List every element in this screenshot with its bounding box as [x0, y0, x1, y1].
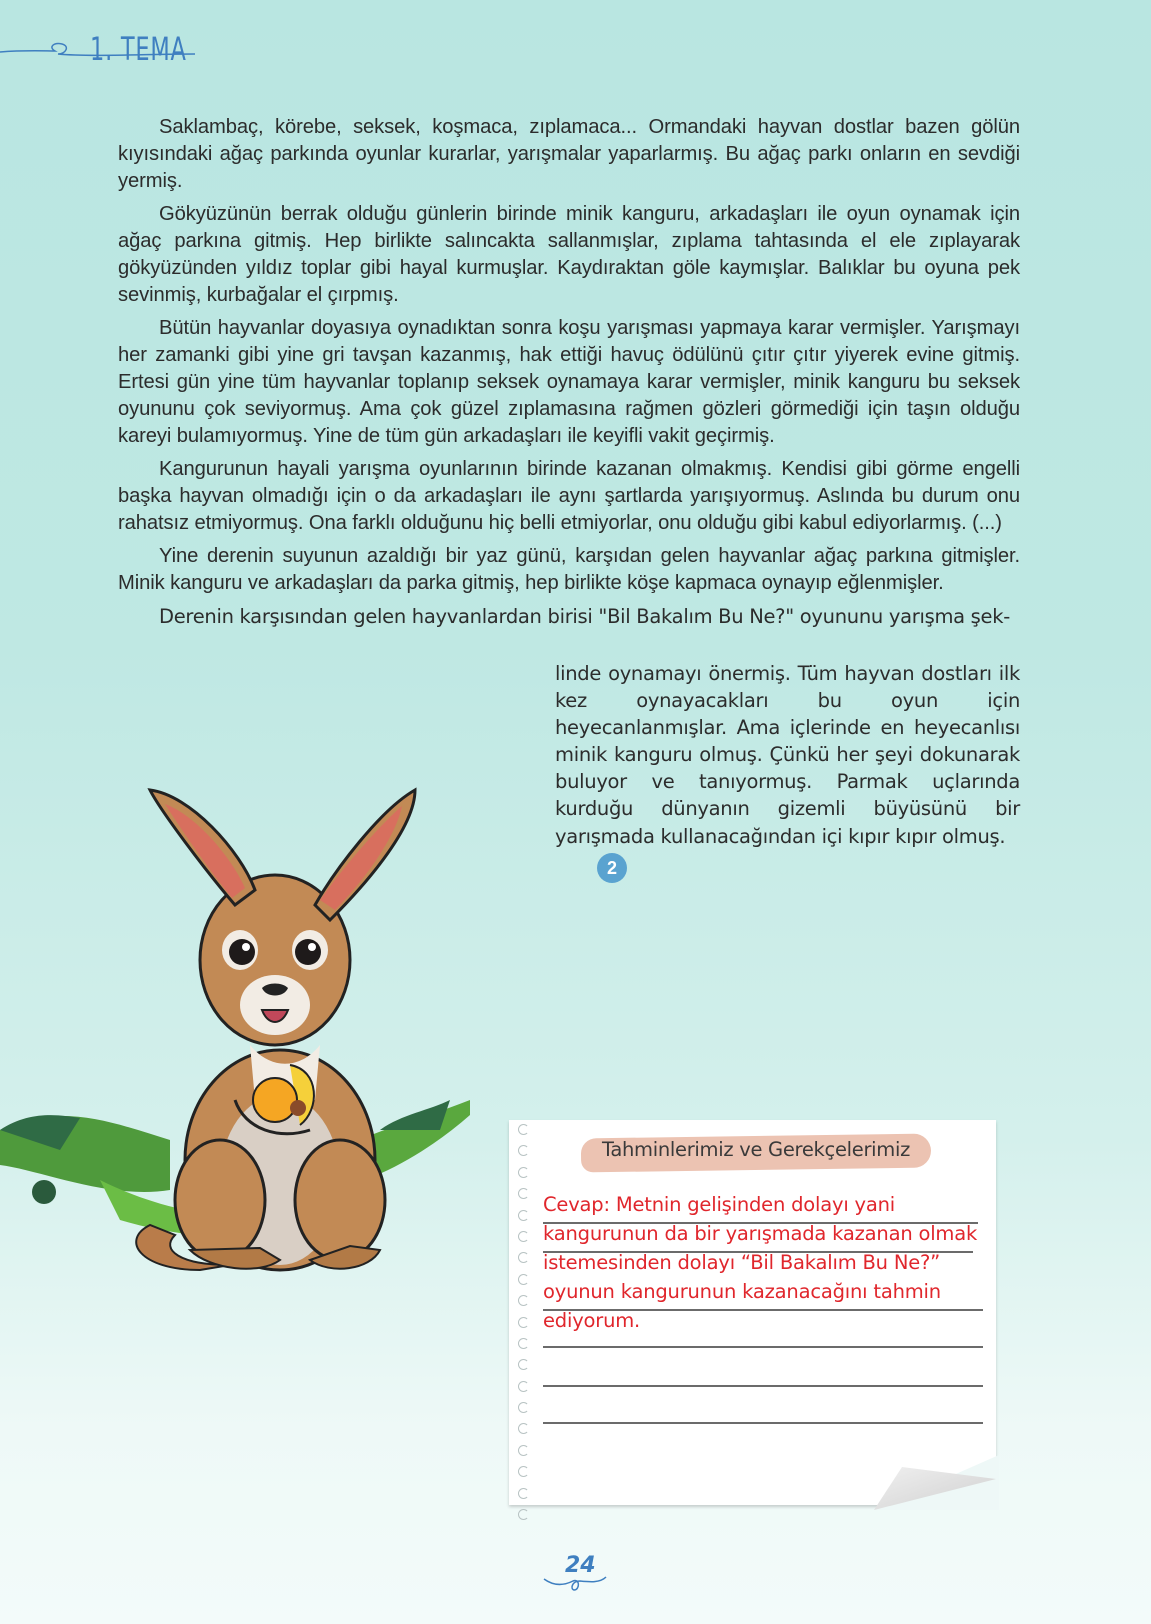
theme-title: 1. TEMA [90, 30, 187, 68]
kangaroo-illustration [0, 770, 480, 1280]
story-paragraph: Derenin karşısından gelen hayvanlardan birisi "Bil Bakalım Bu Ne?" oyununu yarışma şek- [159, 605, 1010, 628]
story-wrapped-text: linde oynamayı önermiş. Tüm hayvan dostları ilk kez oynayacakları bu oyun için heyecanlanmışlar. Ama içlerinde en heyecanlısı minik kanguru olmuş. Çünkü her şeyi dokunarak buluyor ve tanıyormuş. Parmak uçlarında kurduğu dünyanın gizemli büyüsünü bir yarışmada kullanacağından içi kıpır kıpır olmuş. [555, 662, 1020, 848]
story-paragraph: Saklambaç, körebe, seksek, koşmaca, zıplamaca... Ormandaki hayvan dostlar bazen gölün kıyısındaki ağaç parkında oyunlar kurarlar, yarışmalar yaparlarmış. Bu ağaç parkı onların en sevdiği yermiş. [118, 116, 1020, 192]
note-title: Tahminlerimiz ve Gerekçelerimiz [601, 1138, 911, 1161]
story-paragraph: Bütün hayvanlar doyasıya oynadıktan sonra koşu yarışması yapmaya karar vermişler. Yarışmayı her zamanki gibi yine gri tavşan kazanmış, hak ettiği havuç ödülünü çıtır çıtır yiyerek evine gitmiş. Ertesi gün yine tüm hayvanlar toplanıp seksek oynamaya karar vermişler, minik kanguru bu seksek oyununu çok seviyormuş. Ama çok güzel zıplamasına rağmen gözleri görmediği için taşın olduğu kareyi bulamıyormuş. Yine de tüm gün arkadaşları ile keyifli vakit geçirmiş. [118, 317, 1020, 447]
page-number: 24 [565, 1553, 596, 1578]
story-text [118, 114, 1020, 630]
answer-line: Cevap: Metnin gelişinden dolayı yani [543, 1193, 896, 1216]
answer-text[interactable] [543, 1190, 993, 1335]
answer-line: ediyorum. [543, 1309, 641, 1332]
spiral-binding-holes [518, 1124, 532, 1504]
theme-header [0, 14, 220, 68]
answer-line: oyunun kangurunun kazanacağını tahmin [543, 1280, 941, 1303]
page-curl-icon [874, 1455, 999, 1510]
answer-line: istemesinden dolayı “Bil Bakalım Bu Ne?” [543, 1251, 941, 1274]
story-paragraph: Kangurunun hayali yarışma oyunlarının birinde kazanan olmakmış. Kendisi gibi görme engelli başka hayvan olmadığı için o da arkadaşları ile aynı şartlarda yarışıyormuş. Aslında bu durum onu rahatsız etmiyormuş. Ona farklı olduğunu hiç belli etmiyorlar, onu olduğu gibi kabul ediyorlarmış. (...) [118, 458, 1020, 534]
answer-line: kangurunun da bir yarışmada kazanan olmak [543, 1222, 978, 1245]
story-paragraph: Gökyüzünün berrak olduğu günlerin birinde minik kanguru, arkadaşları ile oyun oynamak için ağaç parkına gitmiş. Hep birlikte salıncakta sallanmışlar, zıplama tahtasında el ele zıplayarak gökyüzünden yıldız toplar gibi hayal kurmuşlar. Kaydıraktan göle kaymışlar. Balıklar bu oyuna pek sevinmiş, kurbağalar el çırpmış. [118, 203, 1020, 306]
predictions-note-card [509, 1120, 996, 1505]
story-paragraph: Yine derenin suyunun azaldığı bir yaz günü, karşıdan gelen hayvanlar ağaç parkına gitmişler. Minik kanguru ve arkadaşları da parka gitmiş, hep birlikte köşe kapmaca oynayıp eğlenmişler. [118, 545, 1020, 594]
section-number-badge: 2 [597, 853, 627, 883]
page-number-swirl-icon [540, 1575, 610, 1595]
